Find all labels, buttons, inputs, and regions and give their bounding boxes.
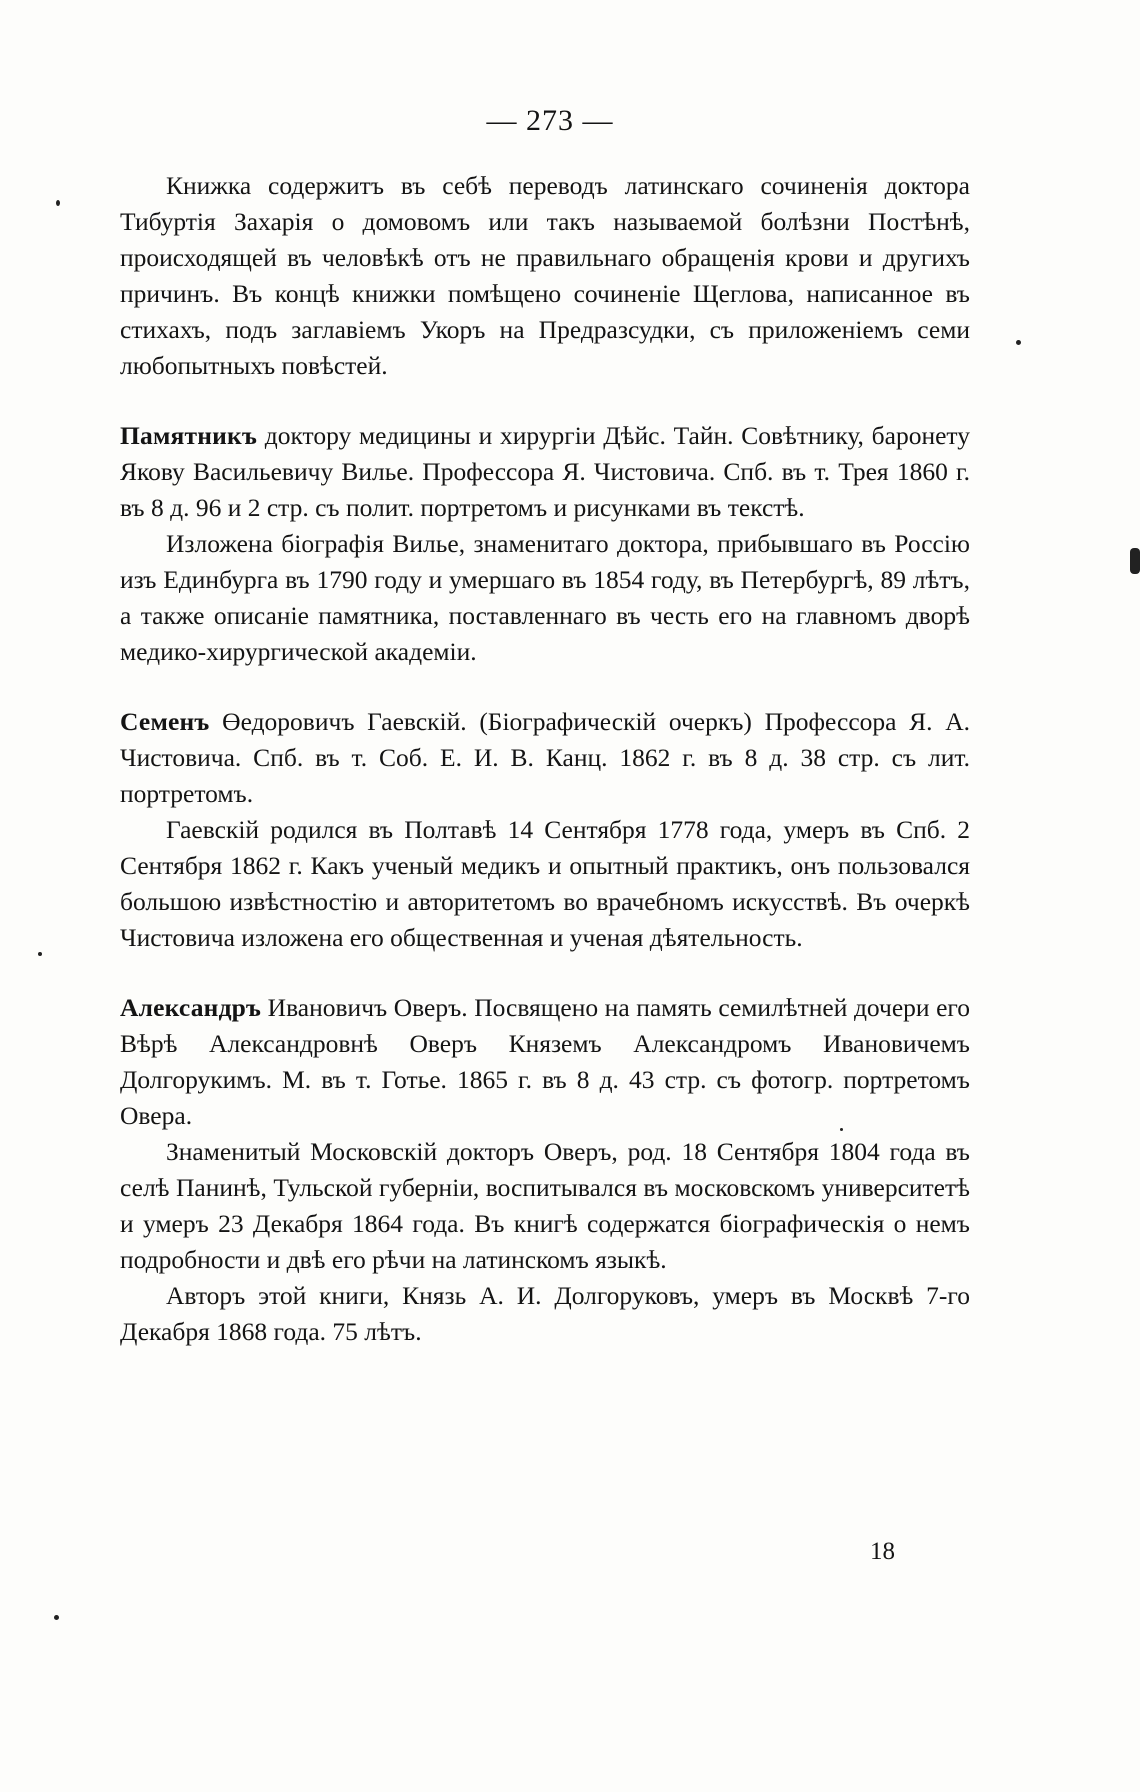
signature-mark: 18 xyxy=(870,1538,895,1565)
entry-description: Гаевскій родился въ Полтавѣ 14 Сентября 1778 года, умеръ въ Спб. 2 Сентября 1862 г. Какъ ученый медикъ и опытный практикъ, онъ пользовался большою извѣстностію и авторитетомъ во врачебномъ искусствѣ. Въ очеркѣ Чистовича изложена его общественная и ученая дѣятельность. xyxy=(120,815,970,952)
entry-aleksandr xyxy=(120,990,970,1134)
text-column xyxy=(120,168,970,1350)
entry-citation: доктору медицины и хирургіи Дѣйс. Тайн. Совѣтнику, баронету Якову Васильевичу Вилье. Профессора Я. Чистовича. Спб. въ т. Трея 1860 г. въ 8 д. 96 и 2 стр. съ полит. портретомъ и рисунками въ текстѣ. xyxy=(120,421,970,522)
entry-citation: Өедоровичъ Гаевскій. (Біографическій очеркъ) Профессора Я. А. Чистовича. Спб. въ т. Соб. Е. И. В. Канц. 1862 г. въ 8 д. 38 стр. съ лит. портретомъ. xyxy=(120,707,970,808)
entry-lead-word: Памятникъ xyxy=(120,421,258,450)
scan-speck xyxy=(1130,548,1140,574)
entry-citation: Ивановичъ Оверъ. Посвящено на память семилѣтней дочери его Вѣрѣ Александровнѣ Оверъ Княземъ Александромъ Ивановичемъ Долгорукимъ. М. въ т. Готье. 1865 г. въ 8 д. 43 стр. съ фотогр. портретомъ Овера. xyxy=(120,993,970,1130)
scan-speck xyxy=(38,952,42,956)
paragraph-book-description: Книжка содержитъ въ себѣ переводъ латинскаго сочиненія доктора Тибуртія Захарія о домовомъ или такъ называемой болѣзни Постѣнѣ, происходящей въ человѣкѣ отъ не правильнаго обращенія крови и другихъ причинъ. Въ концѣ книжки помѣщено сочиненіе Щеглова, написанное въ стихахъ, подъ заглавіемъ Укоръ на Предразсудки, съ приложеніемъ семи любопытныхъ повѣстей. xyxy=(120,171,970,380)
entry-semen xyxy=(120,704,970,812)
entry-lead-word: Александръ xyxy=(120,993,262,1022)
entry-description: Знаменитый Московскій докторъ Оверъ, род. 18 Сентября 1804 года въ селѣ Панинѣ, Тульской губерніи, воспитывался въ московскомъ университетѣ и умеръ 23 Декабря 1864 года. Въ книгѣ содержатся біографическія о немъ подробности и двѣ его рѣчи на латинскомъ языкѣ. xyxy=(120,1137,970,1274)
entry-description: Изложена біографія Вилье, знаменитаго доктора, прибывшаго въ Россію изъ Единбурга въ 1790 году и умершаго въ 1854 году, въ Петербургѣ, 89 лѣтъ, а также описаніе памятника, поставленнаго въ честь его на главномъ дворѣ медико-хирургической академіи. xyxy=(120,529,970,666)
entry-description: Авторъ этой книги, Князь А. И. Долгоруковъ, умеръ въ Москвѣ 7-го Декабря 1868 года. 75 лѣтъ. xyxy=(120,1281,970,1346)
scan-speck xyxy=(1016,340,1021,345)
scan-speck xyxy=(840,1128,843,1131)
entry-lead-word: Семенъ xyxy=(120,707,210,736)
page-number: — 273 — xyxy=(486,104,614,137)
scan-speck xyxy=(54,1615,59,1620)
scan-speck xyxy=(56,200,60,206)
entry-pamyatnik xyxy=(120,418,970,526)
